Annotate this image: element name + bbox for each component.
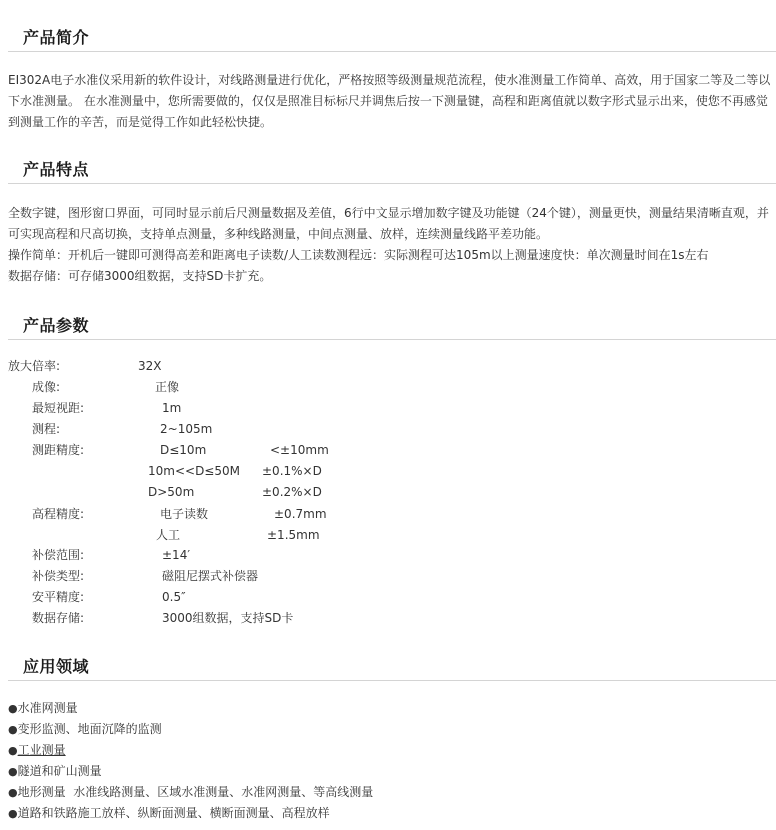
param-dist-cond-2: 10m<<D≤50M: [148, 464, 240, 478]
param-label-dist-accuracy: 测距精度:: [32, 443, 85, 457]
param-dist-val-2: ±0.1%×D: [262, 464, 322, 478]
param-value-range: 2~105m: [160, 422, 213, 436]
param-height-val-2: ±1.5mm: [267, 528, 320, 542]
param-value-image: 正像: [155, 380, 180, 394]
param-label-image: 成像:: [32, 380, 61, 394]
list-item-text: 变形监测、地面沉降的监测: [17, 722, 162, 736]
param-label-magnification: 放大倍率:: [8, 359, 61, 373]
bullet-icon: ●: [8, 786, 18, 799]
list-item: [8, 719, 162, 740]
list-item-text: 道路和铁路施工放样、纵断面测量、横断面测量、高程放样: [17, 806, 330, 820]
param-label-comp-range: 补偿范围:: [32, 548, 85, 562]
features-paragraph-2: 操作简单：开机后一键即可测得高差和距离电子读数/人工读数测程远：实际测程可达105m以上测量速度快：单次测量时间在1s左右: [8, 248, 709, 262]
param-label-storage: 数据存储:: [32, 611, 85, 625]
list-item-text: 工业测量: [17, 743, 66, 757]
features-paragraph-3: 数据存储：可存储3000组数据，支持SD卡扩充。: [8, 269, 272, 283]
params-heading: 产品参数: [23, 316, 90, 335]
param-value-comp-range: ±14′: [162, 548, 191, 562]
param-label-range: 测程:: [32, 422, 61, 436]
list-item-text: 地形测量 水准线路测量、区域水准测量、水准网测量、等高线测量: [17, 785, 374, 799]
list-item-text: 隧道和矿山测量: [17, 764, 102, 778]
applications-heading: 应用领域: [23, 657, 90, 676]
list-item: [8, 803, 330, 824]
param-dist-cond-1: D≤10m: [160, 443, 207, 457]
param-dist-cond-3: D>50m: [148, 485, 195, 499]
param-label-comp-type: 补偿类型:: [32, 569, 85, 583]
bullet-icon: ●: [8, 765, 18, 778]
param-label-height-accuracy: 高程精度:: [32, 507, 85, 521]
list-item: [8, 740, 66, 761]
param-value-comp-type: 磁阻尼摆式补偿器: [162, 569, 259, 583]
bullet-icon: ●: [8, 807, 18, 820]
bullet-icon: ●: [8, 702, 18, 715]
param-label-min-focus: 最短视距:: [32, 401, 85, 415]
intro-section-header: [8, 22, 776, 52]
param-height-cond-1: 电子读数: [160, 507, 209, 521]
features-heading: 产品特点: [23, 160, 90, 179]
param-dist-val-3: ±0.2%×D: [262, 485, 322, 499]
param-height-val-1: ±0.7mm: [274, 507, 327, 521]
list-item: [8, 698, 78, 719]
param-value-level-accuracy: 0.5″: [162, 590, 186, 604]
features-paragraph-1: 全数字键，图形窗口界面，可同时显示前后尺测量数据及差值，6行中文显示增加数字键及功能键（24个键），测量更快，测量结果清晰直观，并可实现高程和尺高切换，支持单点测量，多种线路测量，中间点测量、放样，连续测量线路平差功能。: [8, 206, 769, 241]
features-section-header: [8, 154, 776, 184]
param-dist-val-1: <±10mm: [270, 443, 329, 457]
param-value-min-focus: 1m: [162, 401, 182, 415]
list-item: [8, 761, 102, 782]
params-section-header: [8, 310, 776, 340]
list-item: [8, 782, 373, 803]
intro-heading: 产品简介: [23, 28, 90, 47]
param-label-level-accuracy: 安平精度:: [32, 590, 85, 604]
bullet-icon: ●: [8, 744, 18, 757]
param-value-storage: 3000组数据，支持SD卡: [162, 611, 294, 625]
list-item-text: 水准网测量: [17, 701, 78, 715]
applications-section-header: [8, 651, 776, 681]
bullet-icon: ●: [8, 723, 18, 736]
intro-text: EI302A电子水准仪采用新的软件设计，对线路测量进行优化，严格按照等级测量规范流程，使水准测量工作简单、高效，用于国家二等及二等以下水准测量。 在水准测量中，您所需要做的，仅仅是照准目标标尺并调焦后按一下测量键，高程和距离值就以数字形式显示出来，使您不再感觉到测量工作的辛苦，而是觉得工作如此轻松快捷。: [8, 73, 771, 129]
param-value-magnification: 32X: [138, 359, 162, 373]
param-height-cond-2: 人工: [156, 528, 181, 542]
